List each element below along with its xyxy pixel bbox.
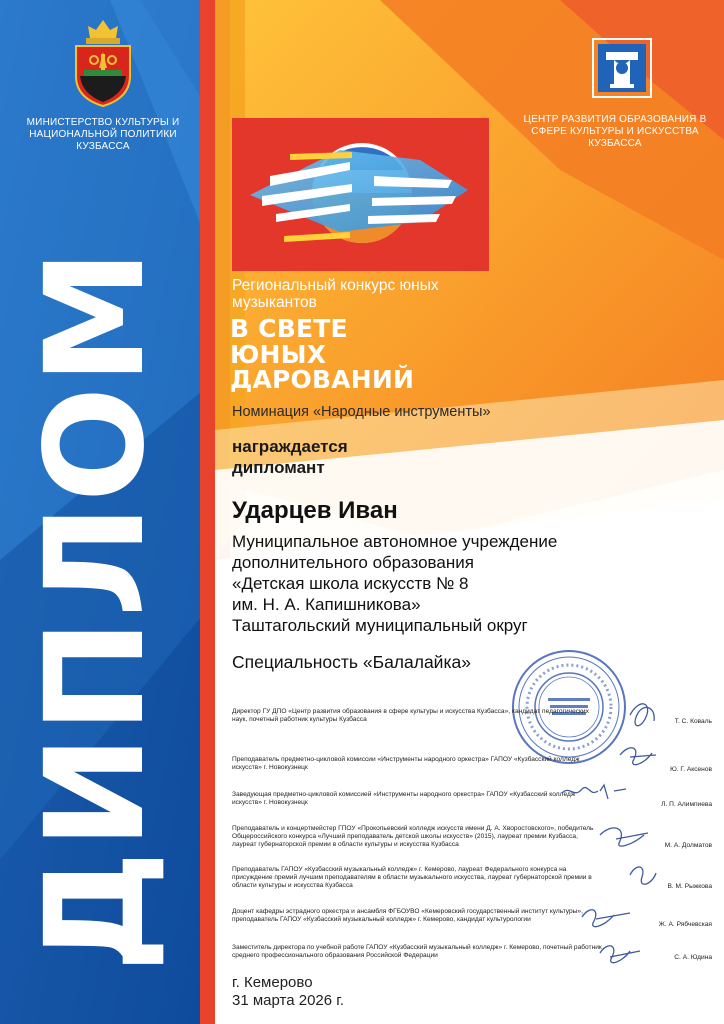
ministry-name: МИНИСТЕРСТВО КУЛЬТУРЫ И НАЦИОНАЛЬНОЙ ПОЛИТИКИ КУЗБАССА (26, 117, 180, 152)
diploma-title: ДИПЛОМ (17, 247, 175, 972)
jury-member-name: В. М. Рыжкова (667, 883, 712, 890)
jury-member-position: Директор ГУ ДПО «Центр развития образования в сфере культуры и искусства Кузбасса», кандидат педагогических наук, почетный работник культуры Кузбасса (232, 708, 589, 723)
jury-member-name: Л. П. Алимпиева (661, 801, 712, 808)
issue-date: 31 марта 2026 г. (232, 992, 345, 1009)
jury-member-name: Ж. А. Рябчевская (658, 921, 712, 928)
recipient-organization (232, 531, 652, 636)
specialty: Специальность «Балалайка» (232, 652, 471, 672)
education-center-logo-icon (592, 38, 652, 98)
jury-member-position: Заведующая предметно-цикловой комиссией «Инструменты народного оркестра» ГАПОУ «Кузбасский колледж искусств» г. Новокузнецк (232, 791, 576, 806)
issue-city: г. Кемерово (232, 974, 313, 991)
education-center-name: ЦЕНТР РАЗВИТИЯ ОБРАЗОВАНИЯ В СФЕРЕ КУЛЬТУРЫ И ИСКУССТВА КУЗБАССА (523, 114, 707, 149)
org-line-2: дополнительного образования (232, 553, 474, 572)
award-line-2: дипломант (232, 458, 325, 477)
contest-title-line-3: ДАРОВАНИЙ (230, 365, 415, 394)
jury-member-name: Ю. Г. Аксенов (670, 766, 712, 773)
contest-title-line-2: ЮНЫХ (230, 339, 327, 369)
org-line-5: Таштагольский муниципальный округ (232, 616, 528, 635)
jury-member-position: Преподаватель и концертмейстер ГПОУ «Прокопьевский колледж искусств имени Д. А. Хворостовского», победитель Общероссийского конкурса «Лучший преподаватель детской школы искусств» (2015), лауреат премии Кузбасса, лауреат губернаторской премии в области культуры и искусства Кузбасса (232, 825, 594, 848)
signatures-icon (560, 695, 680, 985)
award-line-1: награждается (232, 437, 348, 456)
jury-member-position: Преподаватель ГАПОУ «Кузбасский музыкальный колледж» г. Кемерово, лауреат Федерального конкурса на присуждение премий лучшим преподавателям в области музыкального искусства, лауреат губернаторской премии в области культуры и искусства Кузбасса (232, 866, 592, 889)
org-line-4: им. Н. А. Капишникова» (232, 595, 421, 614)
org-line-3: «Детская школа искусств № 8 (232, 574, 469, 593)
contest-title-line-1: В СВЕТЕ (230, 314, 348, 343)
contest-subtitle: Региональный конкурс юных музыкантов (232, 277, 439, 311)
recipient-name: Ударцев Иван (232, 497, 398, 524)
jury-member-name: С. А. Юдина (674, 954, 712, 961)
jury-member-name: М. А. Долматов (664, 842, 712, 849)
nomination: Номинация «Народные инструменты» (232, 404, 491, 420)
jury-member-position: Преподаватель предметно-цикловой комиссии «Инструменты народного оркестра» ГАПОУ «Кузбасский колледж искусств» г. Новокузнецк (232, 756, 580, 771)
jury-member-position: Доцент кафедры эстрадного оркестра и ансамбля ФГБОУВО «Кемеровский государственный институт культуры», преподаватель ГАПОУ «Кузбасский музыкальный колледж» г. Кемерово, кандидат культурологии (232, 908, 583, 923)
contest-title (230, 316, 530, 393)
org-line-1: Муниципальное автономное учреждение (232, 532, 558, 551)
award-text (232, 436, 348, 478)
jury-member-position: Заместитель директора по учебной работе ГАПОУ «Кузбасский музыкальный колледж» г. Кемерово, почетный работник среднего профессионального образования Российской Федерации (232, 944, 602, 959)
jury-member-name: Т. С. Коваль (674, 718, 712, 725)
issue-place-date (232, 974, 344, 1010)
coat-of-arms-icon (70, 18, 136, 108)
